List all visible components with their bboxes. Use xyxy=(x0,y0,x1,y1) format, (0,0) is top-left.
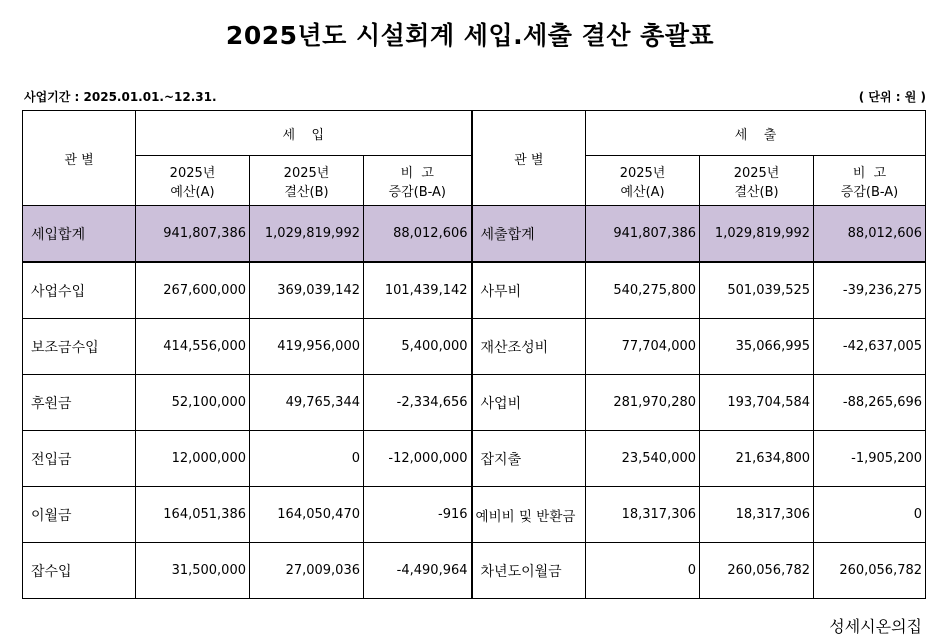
expense-category-header: 관 별 xyxy=(472,111,586,206)
income-budget: 31,500,000 xyxy=(136,543,250,599)
income-settle: 49,765,344 xyxy=(250,375,364,431)
expense-diff: 260,056,782 xyxy=(814,543,926,599)
income-diff: 5,400,000 xyxy=(364,319,472,375)
expense-total-budget: 941,807,386 xyxy=(586,206,700,263)
table-row xyxy=(23,487,926,543)
business-period: 사업기간 : 2025.01.01.~12.31. xyxy=(24,90,217,104)
income-budget: 52,100,000 xyxy=(136,375,250,431)
table-row xyxy=(23,319,926,375)
income-note-header: 비 고 증감(B-A) xyxy=(364,156,472,206)
income-item-label: 보조금수입 xyxy=(23,319,136,375)
income-diff: -12,000,000 xyxy=(364,431,472,487)
income-diff: 101,439,142 xyxy=(364,262,472,319)
expense-settle: 501,039,525 xyxy=(700,262,814,319)
expense-budget: 77,704,000 xyxy=(586,319,700,375)
income-item-label: 이월금 xyxy=(23,487,136,543)
income-settle: 419,956,000 xyxy=(250,319,364,375)
income-category-header: 관 별 xyxy=(23,111,136,206)
income-settle: 164,050,470 xyxy=(250,487,364,543)
income-settle-header: 2025년 결산(B) xyxy=(250,156,364,206)
income-settle: 0 xyxy=(250,431,364,487)
expense-settle: 18,317,306 xyxy=(700,487,814,543)
income-item-label: 사업수입 xyxy=(23,262,136,319)
income-diff: -916 xyxy=(364,487,472,543)
expense-item-label: 잡지출 xyxy=(472,431,586,487)
expense-diff: -88,265,696 xyxy=(814,375,926,431)
organization-name: 성세시온의집 xyxy=(829,617,922,636)
table-row xyxy=(23,431,926,487)
income-item-label: 전입금 xyxy=(23,431,136,487)
income-item-label: 후원금 xyxy=(23,375,136,431)
income-header: 세 입 xyxy=(136,111,472,156)
income-budget: 164,051,386 xyxy=(136,487,250,543)
expense-item-label: 사무비 xyxy=(472,262,586,319)
expense-header: 세 출 xyxy=(586,111,926,156)
expense-budget: 0 xyxy=(586,543,700,599)
expense-item-label: 예비비 및 반환금 xyxy=(472,487,586,543)
expense-diff: 0 xyxy=(814,487,926,543)
table-row xyxy=(23,262,926,319)
income-diff: -2,334,656 xyxy=(364,375,472,431)
income-total-diff: 88,012,606 xyxy=(364,206,472,263)
header-row-1 xyxy=(23,111,926,156)
expense-item-label: 차년도이월금 xyxy=(472,543,586,599)
expense-budget: 18,317,306 xyxy=(586,487,700,543)
income-budget: 267,600,000 xyxy=(136,262,250,319)
page-title: 2025년도 시설회계 세입.세출 결산 총괄표 xyxy=(225,21,715,50)
expense-diff: -1,905,200 xyxy=(814,431,926,487)
income-settle: 369,039,142 xyxy=(250,262,364,319)
income-total-budget: 941,807,386 xyxy=(136,206,250,263)
income-diff: -4,490,964 xyxy=(364,543,472,599)
expense-total-label: 세출합계 xyxy=(472,206,586,263)
expense-note-header: 비 고 증감(B-A) xyxy=(814,156,926,206)
table-row xyxy=(23,375,926,431)
expense-settle: 260,056,782 xyxy=(700,543,814,599)
income-budget: 414,556,000 xyxy=(136,319,250,375)
expense-item-label: 재산조성비 xyxy=(472,319,586,375)
expense-settle: 21,634,800 xyxy=(700,431,814,487)
expense-budget: 23,540,000 xyxy=(586,431,700,487)
income-item-label: 잡수입 xyxy=(23,543,136,599)
expense-diff: -42,637,005 xyxy=(814,319,926,375)
income-total-settle: 1,029,819,992 xyxy=(250,206,364,263)
expense-settle: 193,704,584 xyxy=(700,375,814,431)
settlement-table xyxy=(22,110,926,599)
expense-total-diff: 88,012,606 xyxy=(814,206,926,263)
expense-diff: -39,236,275 xyxy=(814,262,926,319)
expense-budget: 540,275,800 xyxy=(586,262,700,319)
expense-settle: 35,066,995 xyxy=(700,319,814,375)
expense-settle-header: 2025년 결산(B) xyxy=(700,156,814,206)
income-total-label: 세입합계 xyxy=(23,206,136,263)
expense-total-settle: 1,029,819,992 xyxy=(700,206,814,263)
expense-budget-header: 2025년 예산(A) xyxy=(586,156,700,206)
expense-budget: 281,970,280 xyxy=(586,375,700,431)
unit-label: ( 단위 : 원 ) xyxy=(858,90,926,104)
income-settle: 27,009,036 xyxy=(250,543,364,599)
expense-item-label: 사업비 xyxy=(472,375,586,431)
income-budget-header: 2025년 예산(A) xyxy=(136,156,250,206)
table-row xyxy=(23,543,926,599)
income-budget: 12,000,000 xyxy=(136,431,250,487)
total-row xyxy=(23,206,926,263)
